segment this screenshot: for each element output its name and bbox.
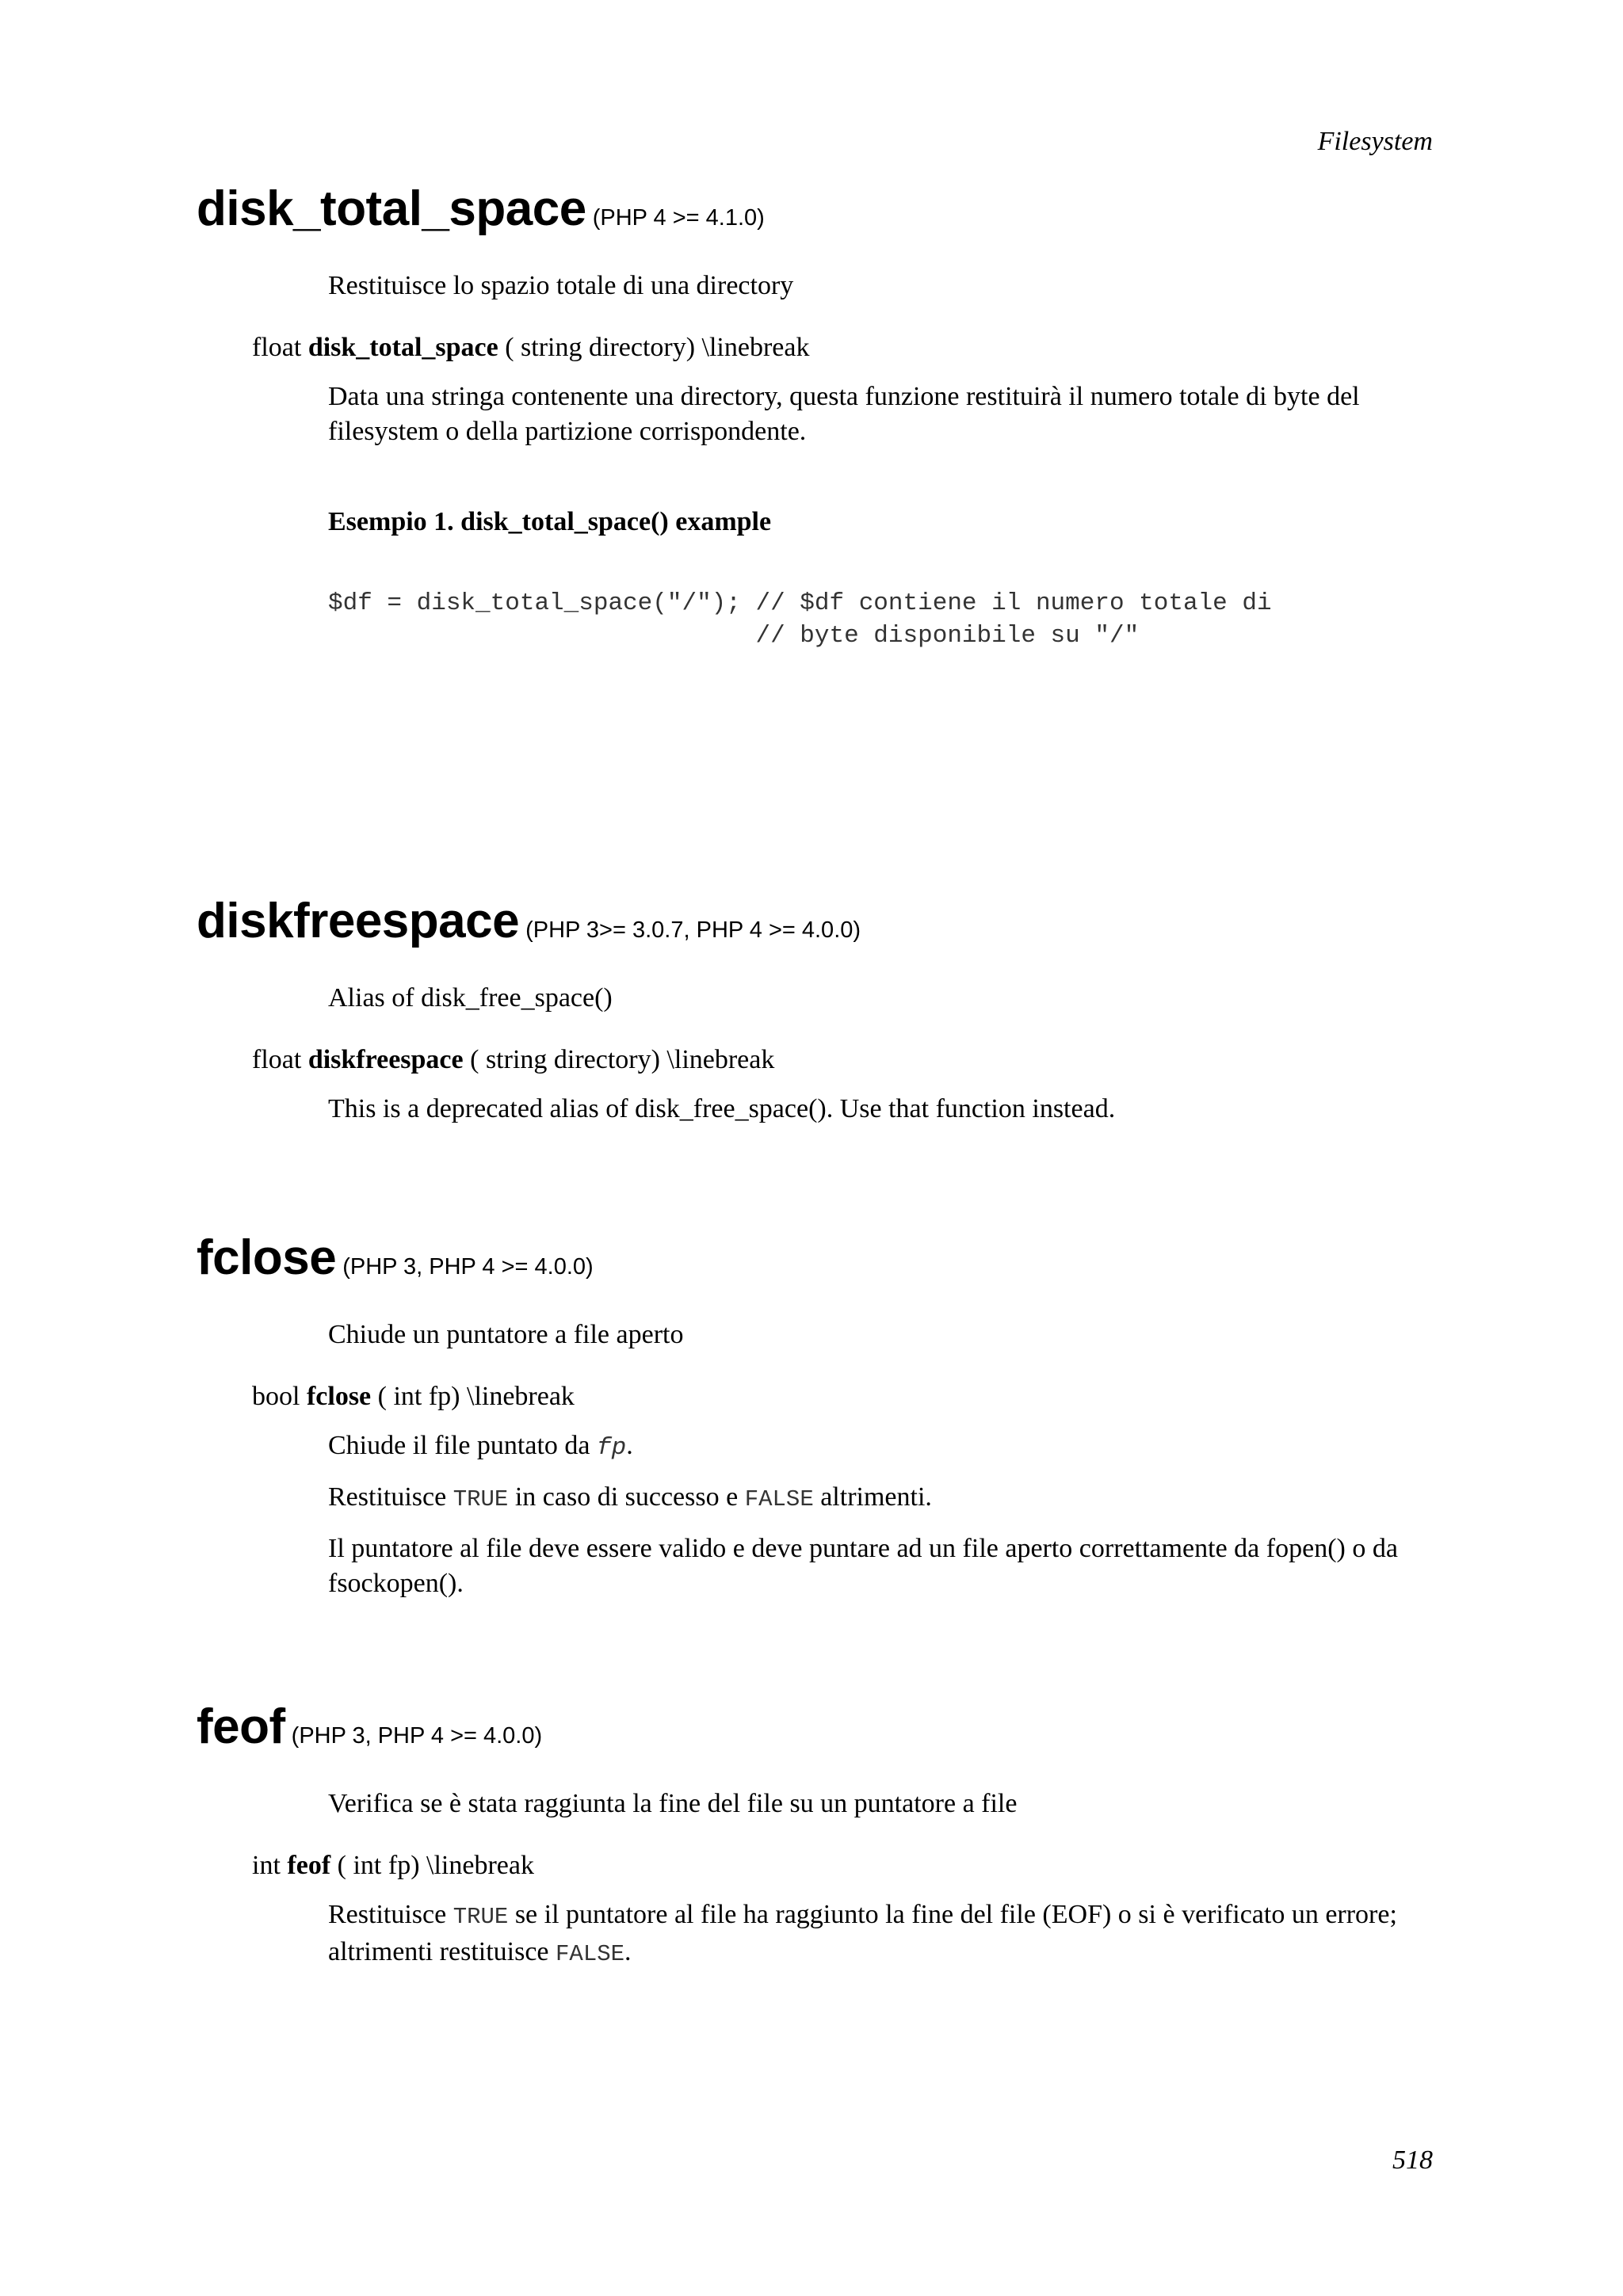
function-description bbox=[328, 1897, 1438, 1972]
section-diskfreespace bbox=[197, 893, 1449, 1127]
function-synopsis bbox=[252, 1848, 1449, 1883]
function-heading bbox=[197, 181, 1449, 237]
function-heading bbox=[197, 1699, 1449, 1755]
return-type: bool bbox=[252, 1382, 300, 1411]
function-synopsis bbox=[252, 1379, 1449, 1414]
function-version: (PHP 3, PHP 4 >= 4.0.0) bbox=[342, 1254, 594, 1280]
synopsis-function-name: disk_total_space bbox=[307, 333, 498, 362]
parameter-name: fp bbox=[597, 1434, 627, 1462]
constant-true: TRUE bbox=[453, 1904, 509, 1930]
text: altrimenti. bbox=[813, 1482, 932, 1512]
synopsis-function-name: fclose bbox=[306, 1382, 372, 1411]
function-description bbox=[328, 1428, 1438, 1466]
function-name: feof bbox=[197, 1699, 285, 1754]
function-name: fclose bbox=[197, 1230, 337, 1285]
synopsis-params: ( string directory) \linebreak bbox=[463, 1045, 775, 1074]
return-type: float bbox=[252, 1045, 302, 1074]
synopsis-function-name: feof bbox=[287, 1851, 331, 1880]
function-purpose: Verifica se è stata raggiunta la fine del file su un puntatore a file bbox=[328, 1789, 1018, 1818]
text: in caso di successo e bbox=[508, 1482, 745, 1512]
page-number: 518 bbox=[1392, 2145, 1433, 2175]
section-feof bbox=[197, 1699, 1449, 1972]
running-header: Filesystem bbox=[1317, 127, 1433, 156]
synopsis-params: ( string directory) \linebreak bbox=[498, 333, 810, 362]
function-version: (PHP 3, PHP 4 >= 4.0.0) bbox=[291, 1723, 543, 1749]
example-code: $df = disk_total_space("/"); // $df contiene il numero totale di // byte disponibile su "/" bbox=[328, 589, 1272, 650]
function-purpose: Alias of disk_free_space() bbox=[328, 983, 613, 1013]
synopsis-function-name: diskfreespace bbox=[307, 1045, 464, 1074]
function-description: Data una stringa contenente una directory, questa funzione restituirà il numero totale di byte del filesystem o della partizione corrispondente. bbox=[328, 382, 1360, 446]
constant-true: TRUE bbox=[453, 1486, 509, 1512]
text: Restituisce bbox=[328, 1900, 453, 1929]
synopsis-params: ( int fp) \linebreak bbox=[330, 1851, 534, 1880]
function-version: (PHP 3>= 3.0.7, PHP 4 >= 4.0.0) bbox=[525, 917, 861, 943]
function-purpose: Chiude un puntatore a file aperto bbox=[328, 1320, 684, 1349]
function-version: (PHP 4 >= 4.1.0) bbox=[592, 205, 765, 231]
function-synopsis bbox=[252, 1043, 1449, 1077]
return-values bbox=[328, 1480, 1438, 1517]
function-synopsis bbox=[252, 330, 1449, 365]
constant-false: FALSE bbox=[744, 1486, 814, 1512]
synopsis-params: ( int fp) \linebreak bbox=[371, 1382, 575, 1411]
function-note: Il puntatore al file deve essere valido e deve puntare ad un file aperto correttamente da fopen() o da fsockopen(). bbox=[328, 1534, 1398, 1598]
text: Chiude il file puntato da bbox=[328, 1431, 597, 1460]
section-disk-total-space bbox=[197, 181, 1449, 652]
return-type: float bbox=[252, 333, 302, 362]
example-title: Esempio 1. disk_total_space() example bbox=[328, 507, 772, 536]
function-name: diskfreespace bbox=[197, 894, 520, 948]
function-description: This is a deprecated alias of disk_free_space(). Use that function instead. bbox=[328, 1094, 1116, 1123]
section-fclose bbox=[197, 1230, 1449, 1601]
function-heading bbox=[197, 893, 1449, 949]
text: se il puntatore al file ha raggiunto la fine del file (EOF) o si è verificato un errore; altrimenti restituisce bbox=[328, 1900, 1397, 1966]
function-purpose: Restituisce lo spazio totale di una directory bbox=[328, 271, 794, 300]
constant-false: FALSE bbox=[556, 1941, 625, 1967]
text: Restituisce bbox=[328, 1482, 453, 1512]
return-type: int bbox=[252, 1851, 281, 1880]
text: . bbox=[626, 1431, 633, 1460]
function-heading bbox=[197, 1230, 1449, 1286]
text: . bbox=[624, 1937, 632, 1966]
function-name: disk_total_space bbox=[197, 181, 586, 236]
